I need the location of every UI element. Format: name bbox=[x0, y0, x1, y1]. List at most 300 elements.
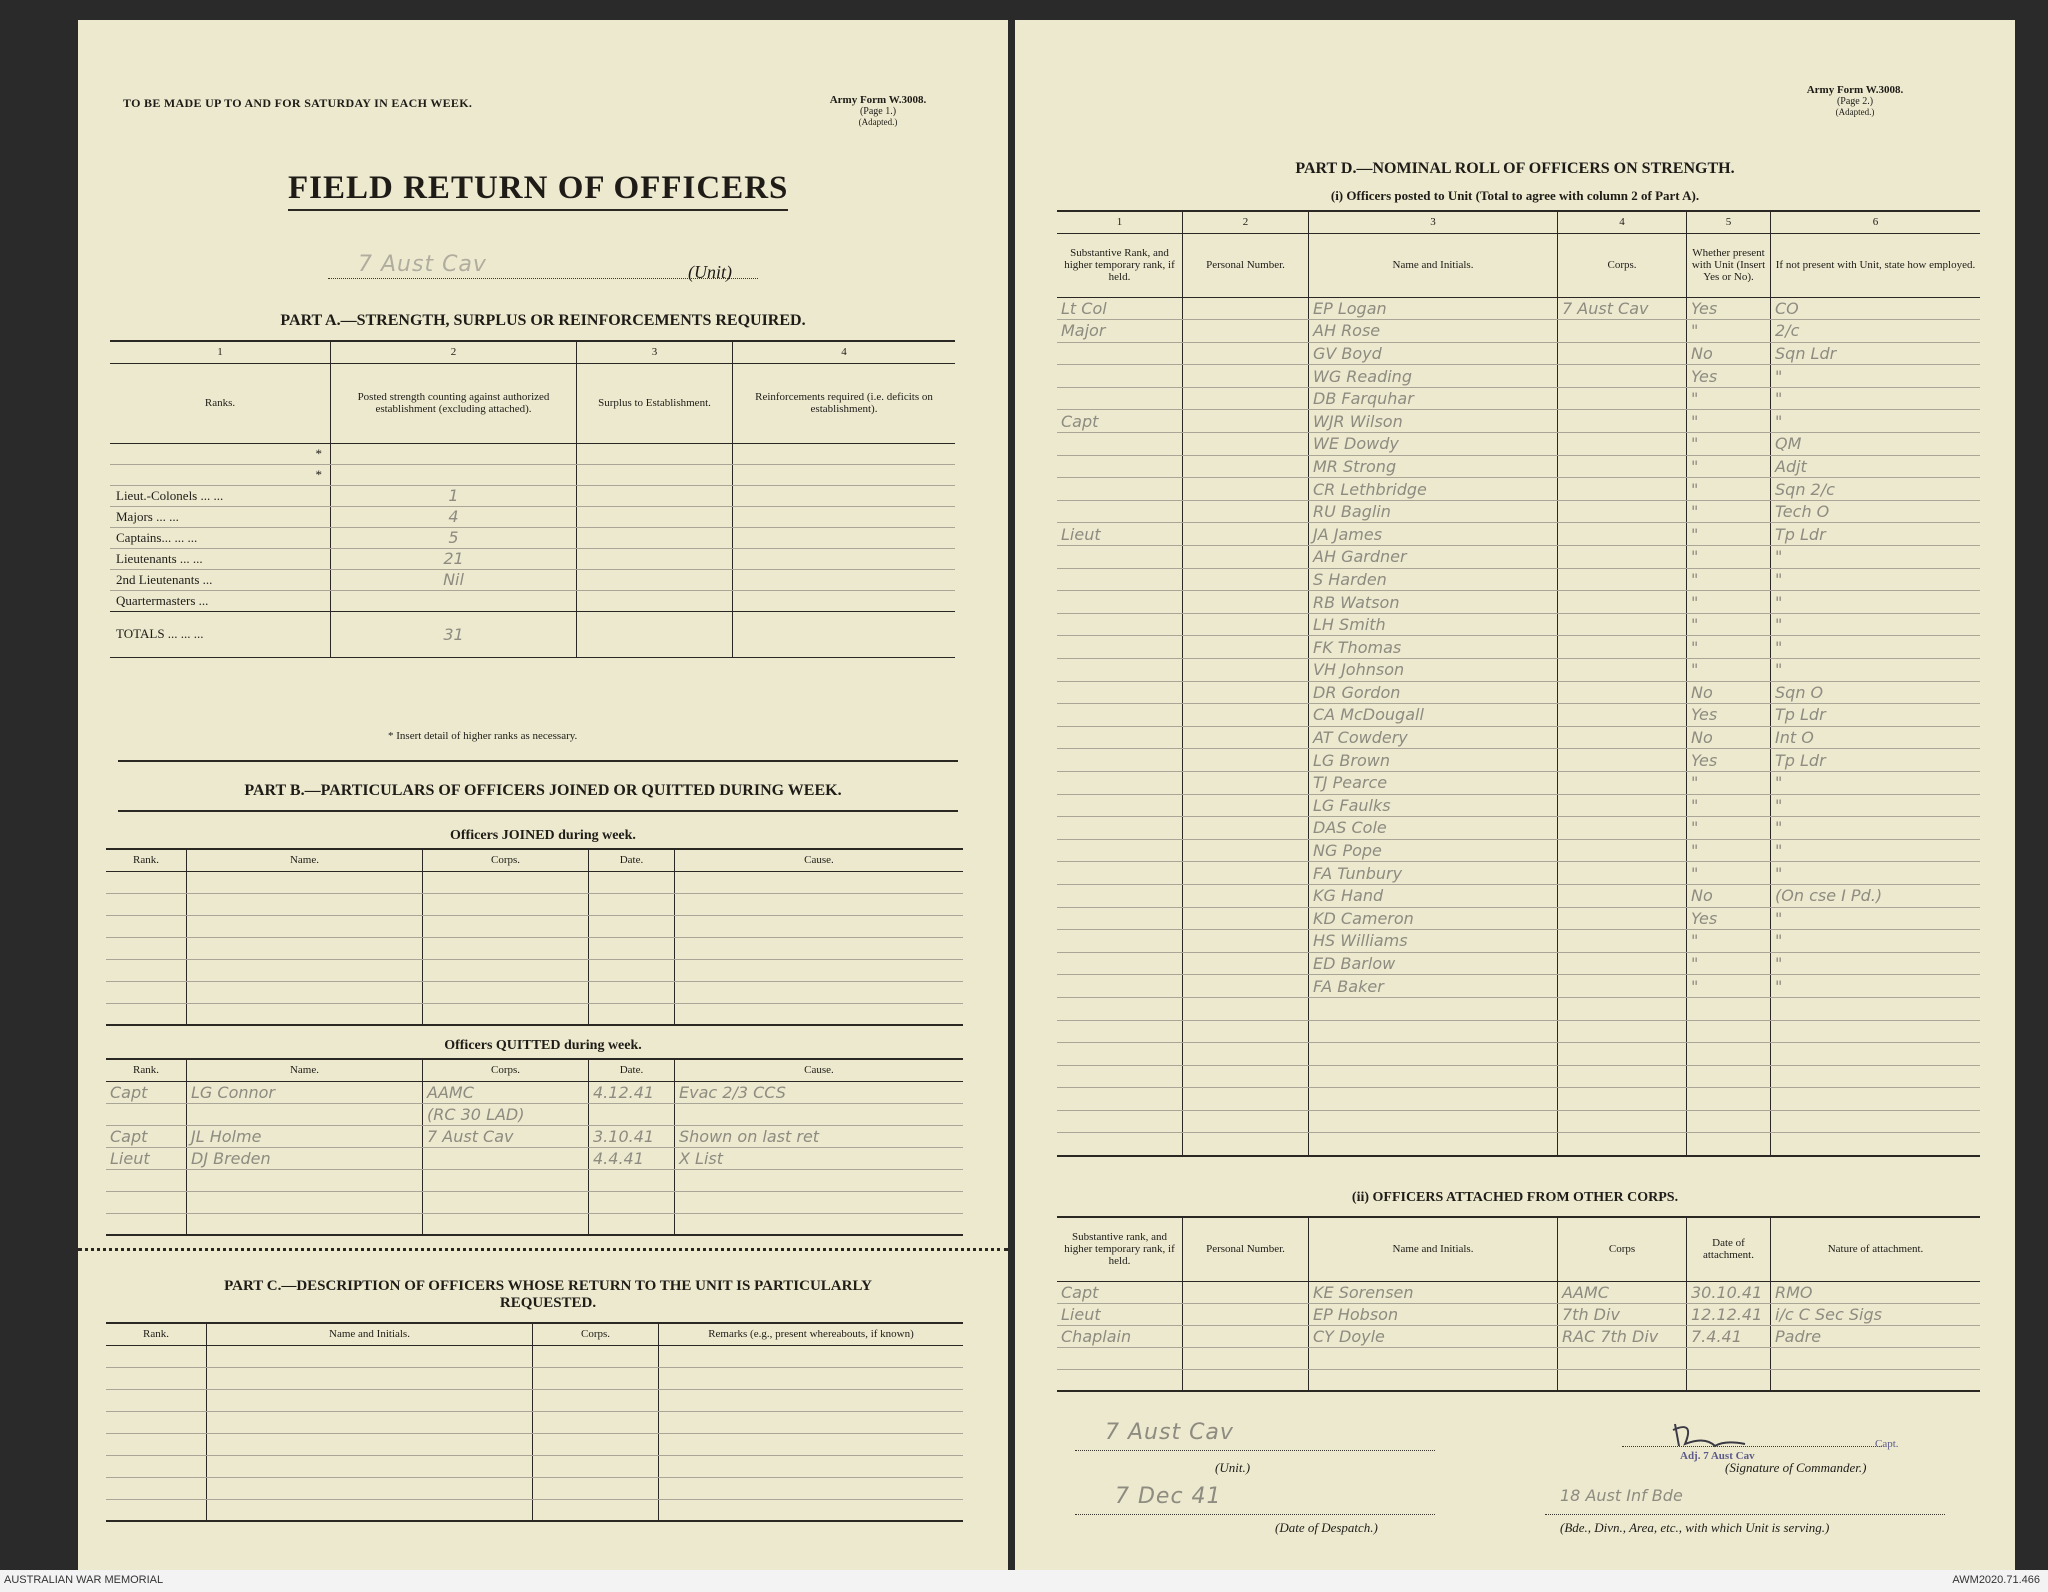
roll-cell: " bbox=[1687, 636, 1771, 659]
quitted-row bbox=[106, 1103, 963, 1125]
roll-cell: Tp Ldr bbox=[1771, 523, 1981, 546]
roll-cell: Sqn O bbox=[1771, 681, 1981, 704]
quitted-row bbox=[106, 1191, 963, 1213]
roll-cell: Tp Ldr bbox=[1771, 704, 1981, 727]
sig-adj: Adj. 7 Aust Cav bbox=[1680, 1450, 1755, 1462]
roll-row bbox=[1057, 726, 1980, 749]
roll-cell bbox=[1057, 1110, 1183, 1133]
quitted-cell: AAMC bbox=[423, 1081, 589, 1103]
partA-rank: * bbox=[110, 443, 331, 464]
roll-cell: " bbox=[1687, 410, 1771, 433]
roll-cell bbox=[1687, 1065, 1771, 1088]
quitted-header: Date. bbox=[589, 1059, 675, 1081]
right-page bbox=[1015, 20, 2015, 1570]
roll-cell: " bbox=[1687, 659, 1771, 682]
partC-cell bbox=[659, 1389, 964, 1411]
partA-reinf bbox=[733, 464, 956, 485]
roll-cell bbox=[1183, 794, 1309, 817]
joined-cell bbox=[675, 959, 964, 981]
sig-capt: Capt. bbox=[1875, 1438, 1899, 1450]
partC-cell bbox=[207, 1389, 533, 1411]
roll-row bbox=[1057, 387, 1980, 410]
roll-cell bbox=[1057, 907, 1183, 930]
roll-cell: " bbox=[1687, 523, 1771, 546]
roll-cell bbox=[1558, 975, 1687, 998]
roll-cell: CA McDougall bbox=[1309, 704, 1558, 727]
joined-cell bbox=[187, 981, 423, 1003]
roll-cell: " bbox=[1771, 546, 1981, 569]
roll-cell bbox=[1558, 952, 1687, 975]
roll-cell: Tech O bbox=[1771, 500, 1981, 523]
partB-top-rule bbox=[118, 760, 958, 762]
roll-cell bbox=[1687, 1133, 1771, 1156]
roll-cell bbox=[1183, 862, 1309, 885]
joined-cell bbox=[675, 871, 964, 893]
form-number-p2: Army Form W.3008. (Page 2.) (Adapted.) bbox=[1806, 84, 1904, 117]
partA-surplus bbox=[577, 611, 733, 657]
quitted-cell: LG Connor bbox=[187, 1081, 423, 1103]
quitted-header: Corps. bbox=[423, 1059, 589, 1081]
partC-header: Name and Initials. bbox=[207, 1323, 533, 1345]
roll-cell bbox=[1183, 591, 1309, 614]
quitted-cell: Lieut bbox=[106, 1147, 187, 1169]
partC-cell bbox=[207, 1477, 533, 1499]
roll-cell: Yes bbox=[1687, 365, 1771, 388]
roll-cell: " bbox=[1687, 613, 1771, 636]
quitted-cell bbox=[106, 1169, 187, 1191]
roll-row bbox=[1057, 297, 1980, 320]
partC-table bbox=[106, 1322, 963, 1522]
roll-cell: KD Cameron bbox=[1309, 907, 1558, 930]
roll-cell bbox=[1558, 410, 1687, 433]
footer-date-value: 7 Dec 41 bbox=[1115, 1484, 1222, 1509]
roll-cell bbox=[1057, 704, 1183, 727]
partA-rank: Lieutenants ... ... bbox=[110, 548, 331, 569]
roll-cell bbox=[1183, 726, 1309, 749]
quitted-cell: Evac 2/3 CCS bbox=[675, 1081, 964, 1103]
partA-posted bbox=[331, 590, 577, 611]
roll-row bbox=[1057, 1110, 1980, 1133]
joined-cell bbox=[423, 915, 589, 937]
roll-cell: " bbox=[1771, 930, 1981, 953]
roll-cell bbox=[1309, 1133, 1558, 1156]
footer-unit-value: 7 Aust Cav bbox=[1105, 1420, 1234, 1445]
roll-header: Personal Number. bbox=[1183, 233, 1309, 297]
roll-cell: " bbox=[1771, 568, 1981, 591]
partA-rank: Lieut.-Colonels ... ... bbox=[110, 485, 331, 506]
roll-cell: 7 Aust Cav bbox=[1558, 297, 1687, 320]
roll-cell: " bbox=[1687, 771, 1771, 794]
footer-bde-value: 18 Aust Inf Bde bbox=[1560, 1486, 1683, 1505]
roll-cell bbox=[1183, 952, 1309, 975]
roll-cell bbox=[1183, 613, 1309, 636]
roll-cell bbox=[1558, 930, 1687, 953]
joined-cell bbox=[423, 871, 589, 893]
partA-row bbox=[110, 590, 955, 611]
roll-cell bbox=[1558, 342, 1687, 365]
roll-cell bbox=[1183, 1043, 1309, 1066]
quitted-header: Rank. bbox=[106, 1059, 187, 1081]
roll-cell bbox=[1558, 568, 1687, 591]
partC-header: Remarks (e.g., present whereabouts, if known) bbox=[659, 1323, 964, 1345]
roll-cell: " bbox=[1771, 365, 1981, 388]
attached-cell: EP Hobson bbox=[1309, 1303, 1558, 1325]
attached-cell bbox=[1183, 1281, 1309, 1303]
quitted-cell bbox=[589, 1213, 675, 1235]
partA-reinf bbox=[733, 443, 956, 464]
roll-cell: " bbox=[1771, 975, 1981, 998]
quitted-cell bbox=[675, 1213, 964, 1235]
unit-label: (Unit) bbox=[688, 262, 732, 282]
partA-title: PART A.—STRENGTH, SURPLUS OR REINFORCEMENTS REQUIRED. bbox=[280, 312, 806, 329]
joined-cell bbox=[423, 959, 589, 981]
roll-cell bbox=[1183, 342, 1309, 365]
roll-cell: DAS Cole bbox=[1309, 817, 1558, 840]
roll-cell: LH Smith bbox=[1309, 613, 1558, 636]
joined-cell bbox=[675, 937, 964, 959]
joined-cell bbox=[589, 871, 675, 893]
roll-cell bbox=[1057, 817, 1183, 840]
partA-surplus bbox=[577, 548, 733, 569]
roll-cell bbox=[1183, 500, 1309, 523]
roll-cell bbox=[1057, 433, 1183, 456]
roll-cell bbox=[1687, 1110, 1771, 1133]
quitted-cell bbox=[423, 1147, 589, 1169]
roll-cell bbox=[1558, 1020, 1687, 1043]
partA-row bbox=[110, 548, 955, 569]
partC-cell bbox=[106, 1345, 207, 1367]
partA-reinf bbox=[733, 569, 956, 590]
roll-cell bbox=[1558, 500, 1687, 523]
roll-cell bbox=[1183, 387, 1309, 410]
roll-cell bbox=[1057, 726, 1183, 749]
roll-cell bbox=[1057, 930, 1183, 953]
roll-cell bbox=[1057, 749, 1183, 772]
roll-cell bbox=[1057, 1065, 1183, 1088]
quitted-title: Officers QUITTED during week. bbox=[444, 1038, 642, 1053]
joined-cell bbox=[675, 893, 964, 915]
roll-cell: No bbox=[1687, 726, 1771, 749]
attached-header: Corps bbox=[1558, 1217, 1687, 1281]
joined-cell bbox=[589, 981, 675, 1003]
attached-cell bbox=[1687, 1369, 1771, 1391]
roll-row bbox=[1057, 817, 1980, 840]
joined-row bbox=[106, 981, 963, 1003]
roll-row bbox=[1057, 884, 1980, 907]
joined-row bbox=[106, 1003, 963, 1025]
partC-cell bbox=[533, 1477, 659, 1499]
partA-rank: Quartermasters ... bbox=[110, 590, 331, 611]
quitted-row bbox=[106, 1169, 963, 1191]
attached-cell bbox=[1771, 1347, 1981, 1369]
roll-cell: AH Gardner bbox=[1309, 546, 1558, 569]
partC-title: PART C.—DESCRIPTION OF OFFICERS WHOSE RETURN TO THE UNIT IS PARTICULARLY REQUESTED. bbox=[224, 1278, 872, 1311]
roll-cell: Yes bbox=[1687, 297, 1771, 320]
attached-cell: KE Sorensen bbox=[1309, 1281, 1558, 1303]
roll-cell bbox=[1183, 410, 1309, 433]
quitted-cell bbox=[589, 1103, 675, 1125]
roll-cell bbox=[1183, 1110, 1309, 1133]
roll-cell: " bbox=[1687, 975, 1771, 998]
attached-header: Nature of attachment. bbox=[1771, 1217, 1981, 1281]
roll-cell bbox=[1057, 365, 1183, 388]
partA-posted bbox=[331, 443, 577, 464]
partA-surplus bbox=[577, 506, 733, 527]
roll-cell bbox=[1183, 523, 1309, 546]
roll-cell: No bbox=[1687, 342, 1771, 365]
attached-cell bbox=[1057, 1347, 1183, 1369]
roll-row bbox=[1057, 1020, 1980, 1043]
roll-cell bbox=[1558, 636, 1687, 659]
roll-cell: " bbox=[1687, 500, 1771, 523]
roll-cell: AT Cowdery bbox=[1309, 726, 1558, 749]
roll-cell: HS Williams bbox=[1309, 930, 1558, 953]
roll-cell: " bbox=[1687, 433, 1771, 456]
partC-cell bbox=[207, 1367, 533, 1389]
joined-cell bbox=[106, 959, 187, 981]
roll-cell: S Harden bbox=[1309, 568, 1558, 591]
joined-cell bbox=[106, 871, 187, 893]
roll-cell bbox=[1183, 704, 1309, 727]
roll-cell bbox=[1183, 975, 1309, 998]
roll-cell bbox=[1558, 659, 1687, 682]
attached-row bbox=[1057, 1281, 1980, 1303]
roll-cell: " bbox=[1687, 839, 1771, 862]
roll-cell bbox=[1183, 997, 1309, 1020]
footer-date-label: (Date of Despatch.) bbox=[1275, 1520, 1378, 1535]
roll-cell bbox=[1183, 365, 1309, 388]
roll-cell bbox=[1057, 884, 1183, 907]
roll-cell: GV Boyd bbox=[1309, 342, 1558, 365]
roll-cell: Yes bbox=[1687, 749, 1771, 772]
roll-cell: WG Reading bbox=[1309, 365, 1558, 388]
roll-cell: Sqn Ldr bbox=[1771, 342, 1981, 365]
attached-cell: 7th Div bbox=[1558, 1303, 1687, 1325]
attached-header: Name and Initials. bbox=[1309, 1217, 1558, 1281]
roll-cell: AH Rose bbox=[1309, 320, 1558, 343]
roll-cell bbox=[1687, 1088, 1771, 1111]
roll-cell: TJ Pearce bbox=[1309, 771, 1558, 794]
form-number: Army Form W.3008. (Page 1.) (Adapted.) bbox=[829, 94, 927, 127]
quitted-cell: Shown on last ret bbox=[675, 1125, 964, 1147]
roll-cell bbox=[1183, 546, 1309, 569]
roll-cell bbox=[1057, 342, 1183, 365]
sig-line bbox=[1622, 1446, 1882, 1447]
partC-header: Corps. bbox=[533, 1323, 659, 1345]
roll-cell: " bbox=[1771, 839, 1981, 862]
partA-reinf bbox=[733, 527, 956, 548]
roll-cell bbox=[1558, 365, 1687, 388]
quitted-cell bbox=[675, 1191, 964, 1213]
roll-cell bbox=[1771, 1020, 1981, 1043]
partC-cell bbox=[533, 1433, 659, 1455]
joined-cell bbox=[423, 893, 589, 915]
joined-row bbox=[106, 893, 963, 915]
roll-cell bbox=[1771, 1110, 1981, 1133]
attached-row bbox=[1057, 1303, 1980, 1325]
roll-row bbox=[1057, 568, 1980, 591]
partC-cell bbox=[659, 1477, 964, 1499]
partA-reinf bbox=[733, 590, 956, 611]
roll-row bbox=[1057, 546, 1980, 569]
roll-cell bbox=[1558, 1110, 1687, 1133]
partC-cell bbox=[207, 1433, 533, 1455]
partC-cell bbox=[106, 1389, 207, 1411]
roll-row bbox=[1057, 930, 1980, 953]
quitted-cell bbox=[187, 1213, 423, 1235]
footer-unit-line bbox=[1075, 1450, 1435, 1451]
quitted-cell bbox=[187, 1169, 423, 1191]
roll-cell bbox=[1183, 568, 1309, 591]
attached-cell bbox=[1183, 1303, 1309, 1325]
roll-cell: EP Logan bbox=[1309, 297, 1558, 320]
footer-bde-line bbox=[1545, 1514, 1945, 1515]
roll-row bbox=[1057, 591, 1980, 614]
joined-table bbox=[106, 848, 963, 1026]
roll-cell bbox=[1558, 1088, 1687, 1111]
roll-cell bbox=[1183, 297, 1309, 320]
roll-cell: Int O bbox=[1771, 726, 1981, 749]
roll-cell bbox=[1057, 659, 1183, 682]
roll-cell bbox=[1057, 1043, 1183, 1066]
partC-cell bbox=[659, 1345, 964, 1367]
partA-surplus bbox=[577, 569, 733, 590]
partA-row bbox=[110, 611, 955, 657]
roll-cell bbox=[1771, 1043, 1981, 1066]
attached-cell: Chaplain bbox=[1057, 1325, 1183, 1347]
quitted-cell: 7 Aust Cav bbox=[423, 1125, 589, 1147]
quitted-cell: (RC 30 LAD) bbox=[423, 1103, 589, 1125]
attached-cell: Capt bbox=[1057, 1281, 1183, 1303]
roll-cell bbox=[1558, 613, 1687, 636]
roll-cell bbox=[1558, 771, 1687, 794]
roll-cell: " bbox=[1771, 410, 1981, 433]
roll-row bbox=[1057, 1133, 1980, 1156]
roll-cell bbox=[1558, 884, 1687, 907]
roll-cell bbox=[1558, 839, 1687, 862]
partA-table: 1 2 3 4 Ranks. Posted strength counting against authorized establishment (excluding attached). Surplus to Establishment. Reinforcements required (i.e. deficits on establishment). * * Lieut.-Colonels ... ... 1 Majors ... ... 4 Captains... ... ... 5 Lieutenants ... ... 21 2nd Lieutenants ... Nil Quartermasters ... TOTALS ... ... ... 31 bbox=[110, 340, 955, 658]
partC-cell bbox=[659, 1433, 964, 1455]
partC-cell bbox=[659, 1367, 964, 1389]
partA-posted: Nil bbox=[331, 569, 577, 590]
quitted-cell bbox=[675, 1103, 964, 1125]
roll-cell bbox=[1309, 1088, 1558, 1111]
caption-right: AWM2020.71.466 bbox=[1952, 1574, 2040, 1586]
nominal-roll-table bbox=[1057, 210, 1980, 1157]
roll-cell: 2/c bbox=[1771, 320, 1981, 343]
roll-col-number: 3 bbox=[1309, 211, 1558, 233]
roll-cell bbox=[1558, 1043, 1687, 1066]
roll-cell bbox=[1057, 975, 1183, 998]
roll-row bbox=[1057, 952, 1980, 975]
quitted-cell bbox=[675, 1169, 964, 1191]
roll-cell bbox=[1558, 387, 1687, 410]
roll-cell: " bbox=[1687, 862, 1771, 885]
roll-cell: WJR Wilson bbox=[1309, 410, 1558, 433]
roll-cell bbox=[1057, 500, 1183, 523]
joined-cell bbox=[187, 871, 423, 893]
partC-row bbox=[106, 1345, 963, 1367]
joined-cell bbox=[106, 937, 187, 959]
roll-row bbox=[1057, 1088, 1980, 1111]
partC-row bbox=[106, 1499, 963, 1521]
roll-cell: FA Baker bbox=[1309, 975, 1558, 998]
roll-row bbox=[1057, 500, 1980, 523]
roll-col-number: 4 bbox=[1558, 211, 1687, 233]
footer-bde-label: (Bde., Divn., Area, etc., with which Unit is serving.) bbox=[1560, 1520, 1830, 1535]
joined-cell bbox=[589, 915, 675, 937]
roll-cell bbox=[1558, 591, 1687, 614]
partC-cell bbox=[659, 1411, 964, 1433]
partC-cell bbox=[533, 1389, 659, 1411]
joined-cell bbox=[675, 981, 964, 1003]
roll-cell bbox=[1183, 817, 1309, 840]
roll-cell: No bbox=[1687, 884, 1771, 907]
quitted-cell: Capt bbox=[106, 1081, 187, 1103]
roll-cell: KG Hand bbox=[1309, 884, 1558, 907]
sig-label: (Signature of Commander.) bbox=[1725, 1460, 1867, 1475]
roll-cell: " bbox=[1771, 591, 1981, 614]
roll-row bbox=[1057, 320, 1980, 343]
partA-reinf bbox=[733, 548, 956, 569]
roll-cell bbox=[1558, 794, 1687, 817]
roll-cell: WE Dowdy bbox=[1309, 433, 1558, 456]
roll-cell: " bbox=[1771, 952, 1981, 975]
roll-cell: " bbox=[1771, 817, 1981, 840]
roll-cell bbox=[1057, 568, 1183, 591]
partC-cell bbox=[207, 1499, 533, 1521]
partC-cell bbox=[533, 1499, 659, 1521]
quitted-row bbox=[106, 1081, 963, 1103]
quitted-cell bbox=[589, 1169, 675, 1191]
joined-cell bbox=[423, 981, 589, 1003]
roll-header: If not present with Unit, state how employed. bbox=[1771, 233, 1981, 297]
joined-row bbox=[106, 915, 963, 937]
partC-row bbox=[106, 1477, 963, 1499]
roll-cell: " bbox=[1771, 387, 1981, 410]
roll-cell: " bbox=[1771, 794, 1981, 817]
quitted-cell bbox=[423, 1191, 589, 1213]
partA-surplus bbox=[577, 527, 733, 548]
roll-cell bbox=[1309, 1110, 1558, 1133]
roll-cell: " bbox=[1771, 862, 1981, 885]
joined-header: Name. bbox=[187, 849, 423, 871]
roll-cell: LG Faulks bbox=[1309, 794, 1558, 817]
roll-cell bbox=[1057, 455, 1183, 478]
joined-cell bbox=[423, 937, 589, 959]
roll-cell bbox=[1558, 681, 1687, 704]
roll-cell bbox=[1183, 884, 1309, 907]
partA-reinf bbox=[733, 485, 956, 506]
roll-cell: " bbox=[1687, 478, 1771, 501]
attached-cell: CY Doyle bbox=[1309, 1325, 1558, 1347]
partD-sub-i: (i) Officers posted to Unit (Total to agree with column 2 of Part A). bbox=[1330, 188, 1700, 203]
quitted-cell: DJ Breden bbox=[187, 1147, 423, 1169]
quitted-cell bbox=[423, 1213, 589, 1235]
attached-cell bbox=[1687, 1347, 1771, 1369]
quitted-cell: 4.4.41 bbox=[589, 1147, 675, 1169]
joined-cell bbox=[589, 937, 675, 959]
joined-cell bbox=[106, 1003, 187, 1025]
roll-cell bbox=[1687, 997, 1771, 1020]
quitted-header: Name. bbox=[187, 1059, 423, 1081]
partC-cell bbox=[533, 1455, 659, 1477]
roll-row bbox=[1057, 1043, 1980, 1066]
partC-cell bbox=[106, 1411, 207, 1433]
roll-cell: (On cse I Pd.) bbox=[1771, 884, 1981, 907]
roll-col-number: 6 bbox=[1771, 211, 1981, 233]
partA-row bbox=[110, 443, 955, 464]
